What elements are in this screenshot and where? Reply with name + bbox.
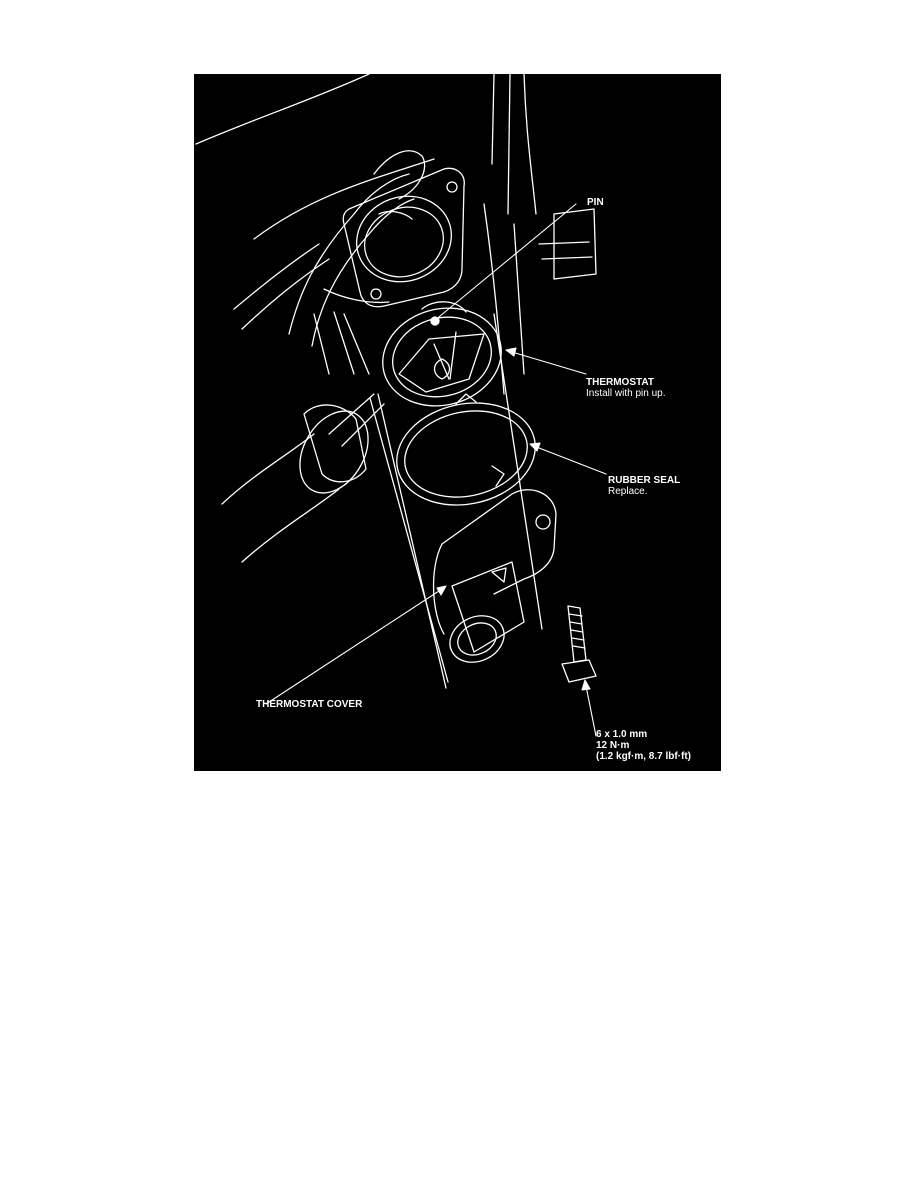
thermostat-leader-arrow xyxy=(506,348,516,356)
engine-contour xyxy=(554,209,596,279)
bolt-torque-alt: (1.2 kgf·m, 8.7 lbf·ft) xyxy=(596,751,692,762)
rubber-seal xyxy=(397,400,536,508)
housing-port xyxy=(345,183,464,295)
guide-line xyxy=(370,398,448,682)
pin-label: PIN xyxy=(587,197,604,208)
upper-hose xyxy=(374,151,425,199)
bolt-spec-callout xyxy=(596,729,691,762)
engine-contour xyxy=(484,204,524,394)
flange-hole xyxy=(371,289,381,299)
engine-contour xyxy=(314,312,369,374)
guide-line xyxy=(378,394,446,688)
thermostat-cover-callout xyxy=(256,699,362,710)
diagram-artwork xyxy=(194,74,721,771)
upper-hose xyxy=(289,174,409,334)
rubber-seal-label: RUBBER SEAL xyxy=(608,475,681,486)
bolt-head xyxy=(562,660,596,682)
bolt-size: 6 x 1.0 mm xyxy=(596,729,648,740)
lower-hose-end xyxy=(286,399,382,505)
engine-contour xyxy=(254,159,434,239)
cover-marker xyxy=(492,568,506,582)
rubber-seal-callout xyxy=(608,475,680,497)
thermostat-cover-label: THERMOSTAT COVER xyxy=(256,699,363,710)
bolt-leader xyxy=(586,686,596,736)
cover-outlet xyxy=(452,562,524,652)
engine-contour xyxy=(492,74,536,214)
housing-flange xyxy=(343,168,464,306)
thermostat-body xyxy=(384,306,501,407)
thermostat-exploded-diagram xyxy=(194,74,721,771)
hose-clamp xyxy=(304,405,366,482)
thermostat-cover-leader xyxy=(266,589,442,704)
rubber-seal-note: Replace. xyxy=(608,486,648,497)
engine-contour xyxy=(242,259,329,329)
cover-outlet-mouth xyxy=(442,607,511,671)
bolt-torque-nm: 12 N·m xyxy=(596,740,630,751)
thermostat-cover-leader-arrow xyxy=(437,586,446,595)
bolt-leader-arrow xyxy=(582,680,590,690)
pin-callout xyxy=(587,197,604,208)
rubber-seal-leader xyxy=(534,446,606,474)
flange-hole xyxy=(447,182,457,192)
engine-contour xyxy=(196,74,369,144)
rubber-seal xyxy=(387,391,545,518)
thermostat-label: THERMOSTAT xyxy=(586,377,654,388)
seal-tab xyxy=(492,466,504,486)
thermostat-bridge xyxy=(434,332,456,379)
thermostat-callout xyxy=(586,377,666,399)
housing-port xyxy=(355,196,453,287)
pin-leader xyxy=(434,204,576,321)
engine-contour xyxy=(539,242,592,259)
thermostat-note: Install with pin up. xyxy=(586,388,666,399)
cover-hole xyxy=(536,515,550,529)
lower-hose xyxy=(242,489,339,562)
